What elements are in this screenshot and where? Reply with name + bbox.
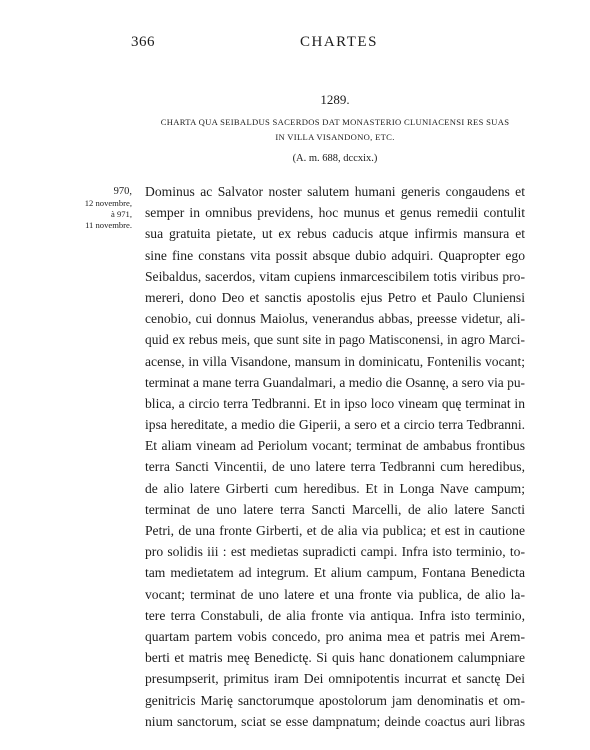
body-text-line: semper in omnibus previdens, hoc munus et genus remedii contulit <box>145 205 525 221</box>
body-text-line: tam medietatem ad integrum. Et alium campum, Fontana Benedicta <box>145 565 525 581</box>
body-text-line: nium sanctorum, sciat se esse dampnatum; deinde coactus auri libras <box>145 713 525 729</box>
body-text-line: berti et matris meę Benedictę. Si quis hanc donationem calumpniare <box>145 650 525 666</box>
charter-date: (A. m. 688, dccxix.) <box>292 153 378 164</box>
body-text-line: quartam partem vobis concedo, pro anima mea et patris mei Arem- <box>145 628 525 644</box>
charter-heading <box>145 115 525 145</box>
body-text-line: cenobio, cui donnus Maiolus, venerandus abbas, preesse videtur, ali- <box>145 311 525 327</box>
body-text-line: terminat de uno latere terra Sancti Marcelli, de alio latere Sancti <box>145 501 525 517</box>
running-title: CHARTES <box>300 34 378 50</box>
page-number: 366 <box>131 34 155 50</box>
charter-body-text <box>145 181 525 732</box>
body-text-line: ipsa hereditate, a medio die Giperii, a sero et a circio terra Tedbranni. <box>145 417 525 433</box>
body-text-line: pro solidis iii : est medietas supradicti campi. Infra isto terminio, to- <box>145 544 525 560</box>
body-text-line: Petri, de una fronte Girberti, et de alia via publica; et est in cautione <box>145 523 525 538</box>
running-head <box>0 34 590 54</box>
charter-heading-line: CHARTA QUA SEIBALDUS SACERDOS DAT MONASTERIO CLUNIACENSI RES SUAS <box>160 117 510 127</box>
charter-heading-line: IN VILLA VISANDONO, ETC. <box>275 132 395 142</box>
margin-note-line: 11 novembre. <box>85 220 132 230</box>
charter-number: 1289. <box>320 92 350 107</box>
margin-date-note <box>76 185 132 231</box>
body-text-line: Et aliam vineam ad Periolum vocant; terminat de ambabus frontibus <box>145 438 525 454</box>
body-text-line: terminat a mane terra Guandalmari, a medio die Osannę, a sero via pu- <box>145 374 525 390</box>
body-text-line: mereri, dono Deo et sanctis apostolis ejus Petro et Paulo Cluniensi <box>145 289 525 305</box>
margin-note-line: 12 novembre, <box>84 198 132 208</box>
body-text-line: terra Sancti Vincentii, de uno latere terra Tedbranni cum heredibus, <box>145 459 525 475</box>
body-text-line: Seibaldus, sacerdos, vitam cupiens inmarcescibilem totis viribus pro- <box>145 268 525 284</box>
body-text-line: tere terra Constabuli, de alia fronte via antiqua. Infra isto terminio, <box>145 607 525 623</box>
body-text-line: acense, in villa Visandone, mansum in dominicatu, Fontenilis vocant; <box>145 353 525 369</box>
body-text-line: genitricis Marię sanctorumque apostolorum jam denominatis et om- <box>145 692 525 708</box>
body-text-line: Dominus ac Salvator noster salutem humani generis congaudens et <box>145 184 525 199</box>
margin-note-year: 970, <box>113 186 132 197</box>
body-text-line: de alio latere Girberti cum heredibus. Et in Longa Nave campum; <box>145 480 525 496</box>
body-text-line: blica, a circio terra Tedbranni. Et in ipso loco vineam quę terminat in <box>145 395 525 411</box>
margin-note-line: à 971, <box>110 209 132 219</box>
body-text-line: sua gratuita pietate, ut ex rebus caducis atque infirmis mansura et <box>145 226 525 242</box>
body-text-line: quid ex rebus meis, que sunt site in pago Matisconensi, in agro Marci- <box>145 332 525 348</box>
body-text-line: vocant; terminat de uno latere et una fronte via publica, de alio la- <box>145 586 525 602</box>
body-text-line: sine fine constans vita possit absque dubio adquiri. Quapropter ego <box>145 247 525 263</box>
body-text-line: presumpserit, primitus iram Dei omnipotentis incurrat et sanctę Dei <box>145 671 525 687</box>
